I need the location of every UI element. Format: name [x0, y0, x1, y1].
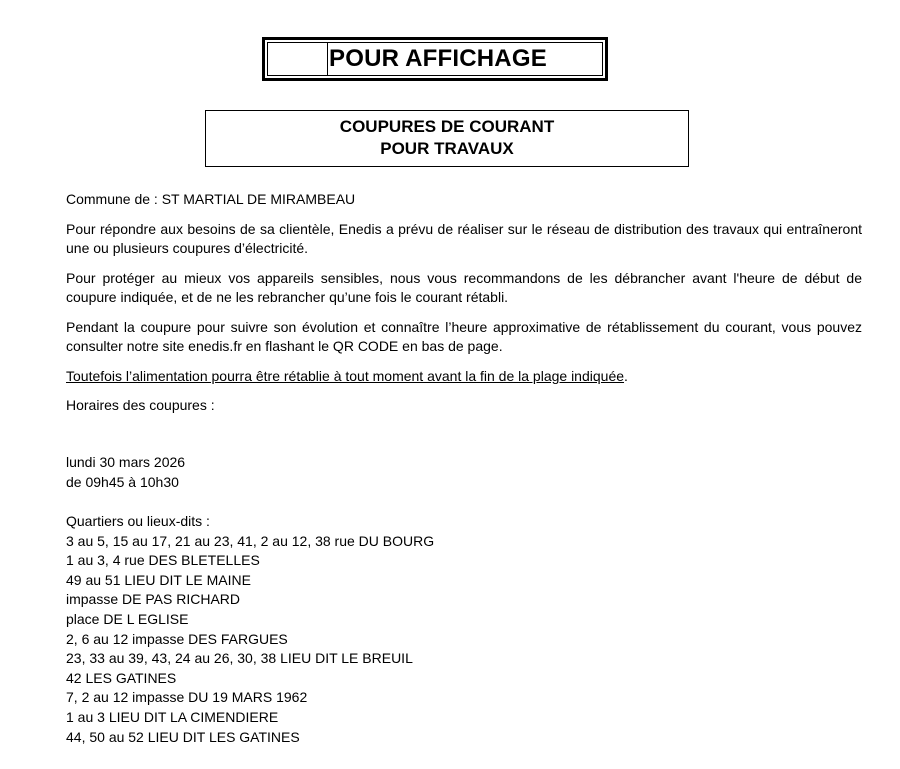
title-line-2: POUR TRAVAUX	[380, 139, 514, 158]
place-item: 23, 33 au 39, 43, 24 au 26, 30, 38 LIEU DIT LE BREUIL	[66, 650, 413, 667]
paragraph-qr-info: Pendant la coupure pour suivre son évolution et connaître l’heure approximative de rétablissement du courant, vous pouvez consulter notre site enedis.fr en flashant le QR CODE en bas de page.	[66, 318, 862, 354]
schedule-time: de 09h45 à 10h30	[66, 473, 179, 490]
place-item: 3 au 5, 15 au 17, 21 au 23, 41, 2 au 12, 38 rue DU BOURG	[66, 532, 435, 549]
place-item: place DE L EGLISE	[66, 610, 189, 627]
schedule-heading: Horaires des coupures :	[66, 397, 215, 413]
place-item: 42 LES GATINES	[66, 669, 177, 686]
place-item: 1 au 3 LIEU DIT LA CIMENDIERE	[66, 708, 279, 725]
paragraph-recommendation: Pour protéger au mieux vos appareils sensibles, nous vous recommandons de les débrancher avant l'heure de début de coupure indiquée, et de ne les rebrancher qu’une fois le courant rétabli.	[66, 269, 862, 305]
notice-body	[66, 190, 862, 426]
title-box	[205, 110, 689, 167]
place-item: 44, 50 au 52 LIEU DIT LES GATINES	[66, 728, 300, 745]
place-item: 7, 2 au 12 impasse DU 19 MARS 1962	[66, 689, 308, 706]
notice-line	[66, 367, 862, 387]
places-block	[66, 512, 434, 747]
display-header-box	[262, 37, 608, 81]
schedule-date: lundi 30 mars 2026	[66, 454, 186, 470]
schedule-block	[66, 453, 185, 492]
place-item: 49 au 51 LIEU DIT LE MAINE	[66, 571, 251, 588]
notice-period: .	[624, 367, 628, 384]
title-line-1: COUPURES DE COURANT	[339, 117, 555, 136]
commune-line: Commune de : ST MARTIAL DE MIRAMBEAU	[66, 191, 356, 207]
display-header-label: POUR AFFICHAGE	[329, 45, 547, 72]
place-item: impasse DE PAS RICHARD	[66, 591, 241, 608]
paragraph-works: Pour répondre aux besoins de sa clientèle, Enedis a prévu de réaliser sur le réseau de distribution des travaux qui entraîneront une ou plusieurs coupures d’électricité.	[66, 220, 862, 256]
place-item: 1 au 3, 4 rue DES BLETELLES	[66, 552, 260, 569]
text-cursor	[327, 42, 328, 76]
places-heading: Quartiers ou lieux-dits :	[66, 513, 210, 529]
place-item: 2, 6 au 12 impasse DES FARGUES	[66, 630, 288, 647]
notice-underlined-text: Toutefois l’alimentation pourra être rétablie à tout moment avant la fin de la plage indiquée	[66, 367, 625, 384]
